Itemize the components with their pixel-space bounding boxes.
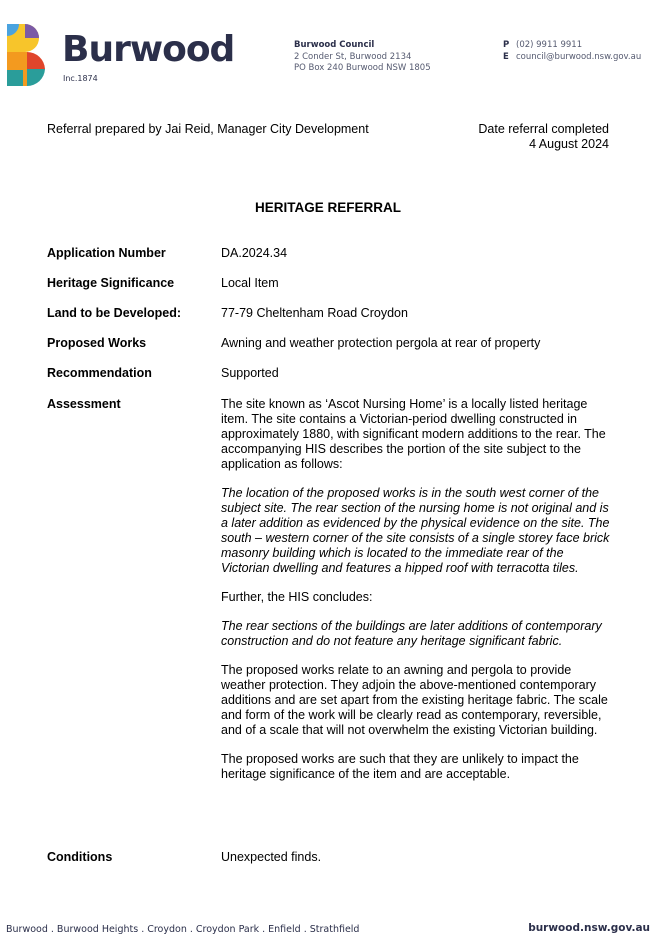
- application-number-label: Application Number: [47, 246, 166, 260]
- burwood-logo-icon: [5, 22, 47, 88]
- council-address-line-2: PO Box 240 Burwood NSW 1805: [294, 63, 431, 73]
- email-label: E: [503, 51, 509, 62]
- land-value: 77-79 Cheltenham Road Croydon: [221, 306, 408, 320]
- conditions-value: Unexpected finds.: [221, 850, 322, 864]
- assessment-paragraph: The proposed works relate to an awning and pergola to provide weather protection. They adjoin the above-mentioned contemporary additions and are set apart from the existing heritage fabric. The scale and form of the work will be clearly read as contemporary, reversible, and of a scale that will not overwhelm the existing Victorian building.: [221, 663, 608, 737]
- assessment-quote: The location of the proposed works is in the south west corner of the subject site. The rear section of the nursing home is not original and is a later addition as evidenced by the physical evidence on the site. The south – western corner of the site consists of a single storey face brick masonry building which is located to the immediate rear of the Victorian dwelling and features a hipped roof with terracotta tiles.: [221, 486, 610, 575]
- page-title: HERITAGE REFERRAL: [254, 200, 401, 215]
- council-address-line-1: 2 Conder St, Burwood 2134: [294, 51, 412, 62]
- land-label: Land to be Developed:: [47, 306, 182, 320]
- date-block: [478, 122, 609, 152]
- heritage-significance-value: Local Item: [221, 276, 279, 290]
- assessment-label: Assessment: [47, 397, 121, 411]
- date-value: 4 August 2024: [529, 137, 609, 151]
- council-name: Burwood Council: [294, 40, 375, 50]
- date-label: Date referral completed: [478, 122, 609, 136]
- proposed-works-value: Awning and weather protection pergola at rear of property: [221, 336, 541, 350]
- council-address-block: [294, 40, 431, 75]
- recommendation-value: Supported: [221, 366, 279, 380]
- proposed-works-label: Proposed Works: [47, 336, 147, 350]
- council-contact-block: [503, 40, 641, 63]
- brand-name: Burwood: [62, 29, 235, 70]
- assessment-text: [221, 397, 613, 796]
- conditions-label: Conditions: [47, 850, 113, 864]
- footer-website-link[interactable]: burwood.nsw.gov.au: [528, 922, 650, 934]
- footer-suburbs: Burwood . Burwood Heights . Croydon . Croydon Park . Enfield . Strathfield: [6, 924, 360, 935]
- assessment-quote: The rear sections of the buildings are later additions of contemporary construction and do not feature any heritage significant fabric.: [221, 619, 602, 648]
- assessment-paragraph: Further, the HIS concludes:: [221, 590, 373, 604]
- prepared-by: Referral prepared by Jai Reid, Manager City Development: [47, 122, 369, 136]
- recommendation-label: Recommendation: [47, 366, 152, 380]
- brand-incorporation: Inc.1874: [63, 74, 98, 83]
- assessment-paragraph: The proposed works are such that they are unlikely to impact the heritage significance of the item and are acceptable.: [221, 752, 579, 781]
- phone-number: (02) 9911 9911: [516, 40, 583, 50]
- phone-label: P: [503, 40, 510, 50]
- assessment-paragraph: The site known as ‘Ascot Nursing Home’ is a locally listed heritage item. The site contains a Victorian-period dwelling constructed in approximately 1880, with significant modern additions to the rear. The accompanying HIS describes the portion of the site subject to the application as follows:: [221, 397, 606, 471]
- email-address: council@burwood.nsw.gov.au: [516, 51, 642, 62]
- application-number-value: DA.2024.34: [221, 246, 288, 260]
- heritage-significance-label: Heritage Significance: [47, 276, 175, 290]
